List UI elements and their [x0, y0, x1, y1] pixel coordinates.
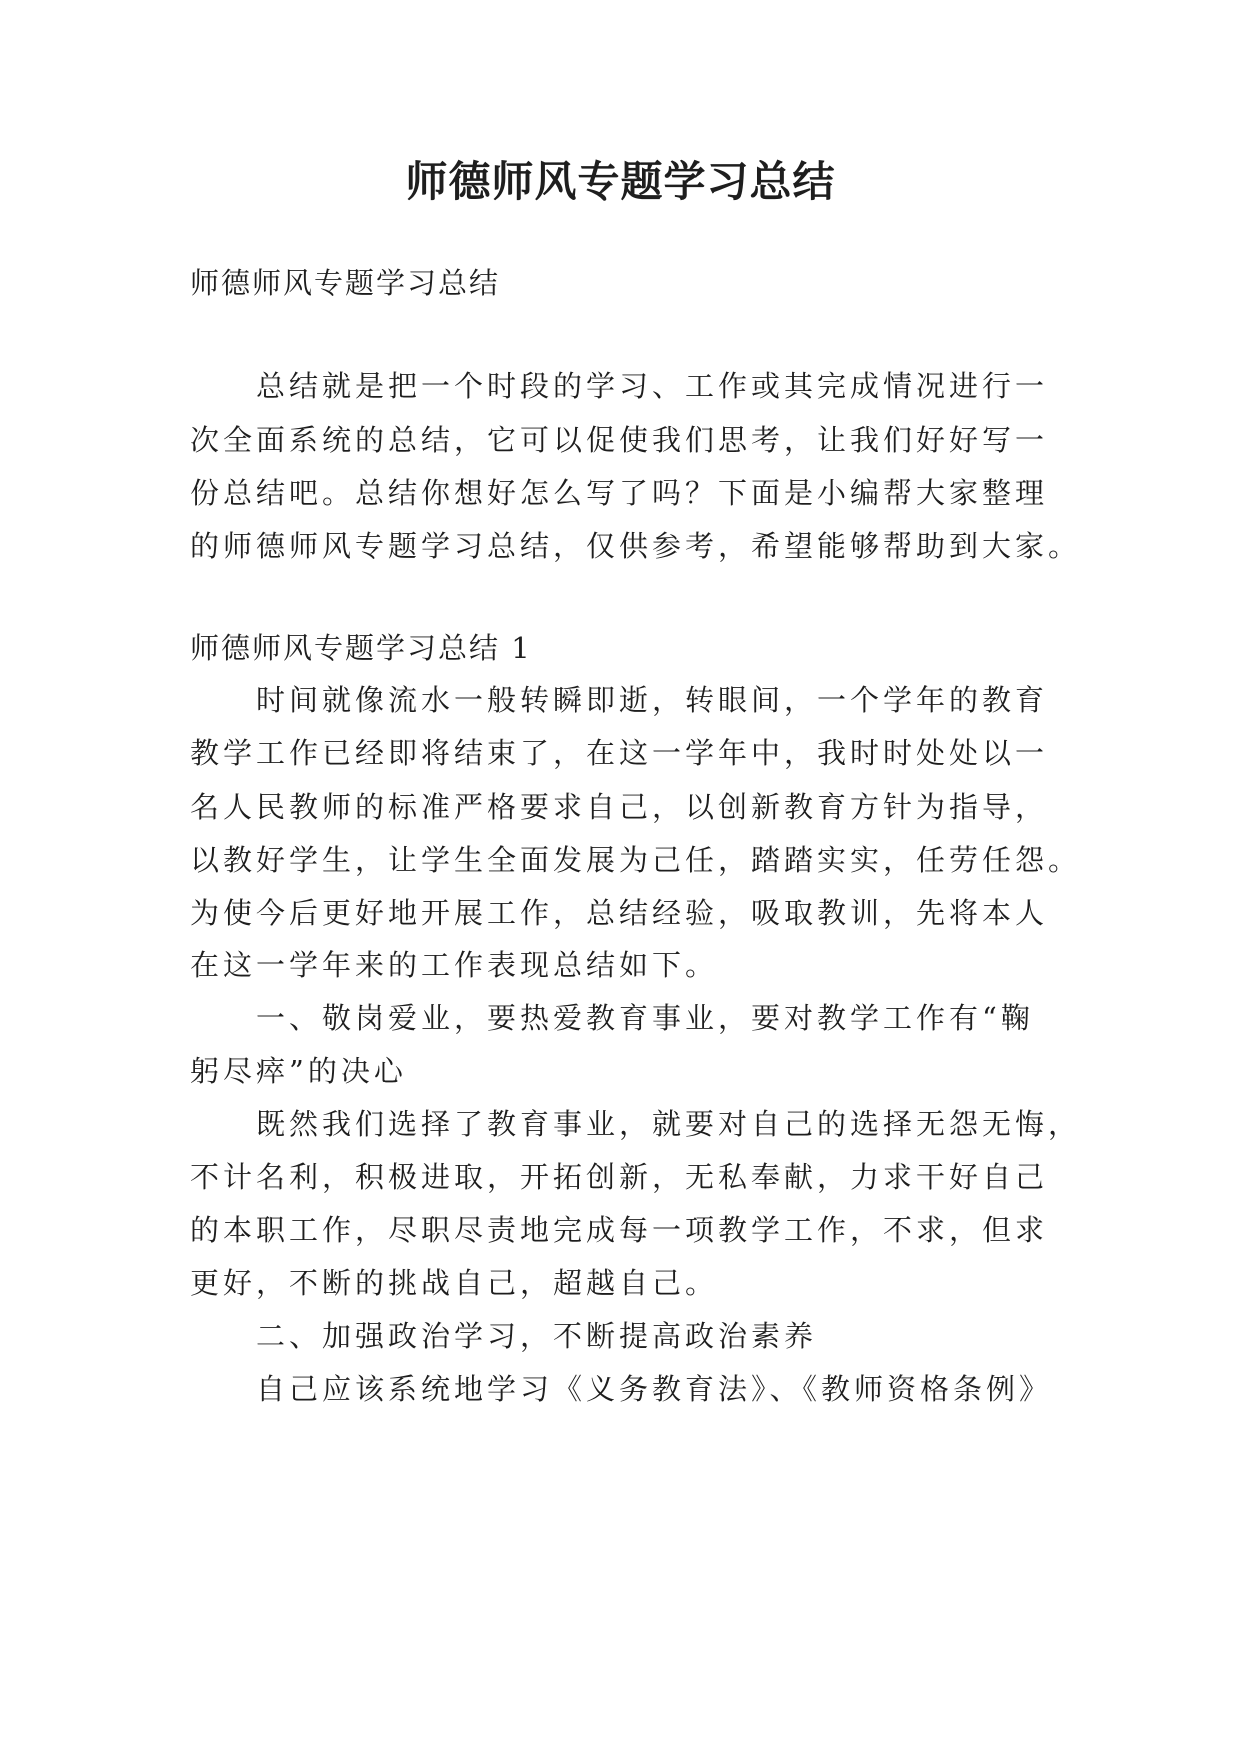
paragraph-line: 既然我们选择了教育事业，就要对自己的选择无怨无悔，	[256, 1107, 1082, 1141]
point-heading: 躬尽瘁”的决心	[190, 1054, 407, 1088]
paragraph-line: 更好，不断的挑战自己，超越自己。	[190, 1266, 719, 1300]
intro-line: 份总结吧。总结你想好怎么写了吗？下面是小编帮大家整理	[190, 476, 1049, 510]
point-heading: 二、加强政治学习，不断提高政治素养	[256, 1319, 818, 1353]
intro-line: 总结就是把一个时段的学习、工作或其完成情况进行一	[256, 369, 1049, 403]
paragraph-line: 为使今后更好地开展工作，总结经验，吸取教训，先将本人	[190, 896, 1049, 930]
section-heading: 师德师风专题学习总结 1	[190, 631, 532, 665]
point-heading: 一、敬岗爱业，要热爱教育事业，要对教学工作有“鞠	[256, 1001, 1034, 1035]
paragraph-line: 不计名利，积极进取，开拓创新，无私奉献，力求干好自己	[190, 1160, 1049, 1194]
paragraph-line: 的本职工作，尽职尽责地完成每一项教学工作，不求，但求	[190, 1213, 1049, 1247]
paragraph-line: 教学工作已经即将结束了，在这一学年中，我时时处处以一	[190, 736, 1049, 770]
paragraph-line: 名人民教师的标准严格要求自己，以创新教育方针为指导，	[190, 790, 1049, 824]
intro-line: 次全面系统的总结，它可以促使我们思考，让我们好好写一	[190, 423, 1049, 457]
document-title: 师德师风专题学习总结	[405, 157, 836, 206]
document-subtitle: 师德师风专题学习总结	[190, 266, 501, 300]
paragraph-line: 自己应该系统地学习《义务教育法》、《教师资格条例》	[256, 1372, 1053, 1406]
paragraph-line: 时间就像流水一般转瞬即逝，转眼间，一个学年的教育	[256, 683, 1049, 717]
paragraph-line: 以教好学生，让学生全面发展为己任，踏踏实实，任劳任怨。	[190, 843, 1082, 877]
paragraph-line: 在这一学年来的工作表现总结如下。	[190, 948, 719, 982]
intro-line: 的师德师风专题学习总结，仅供参考，希望能够帮助到大家。	[190, 529, 1082, 563]
